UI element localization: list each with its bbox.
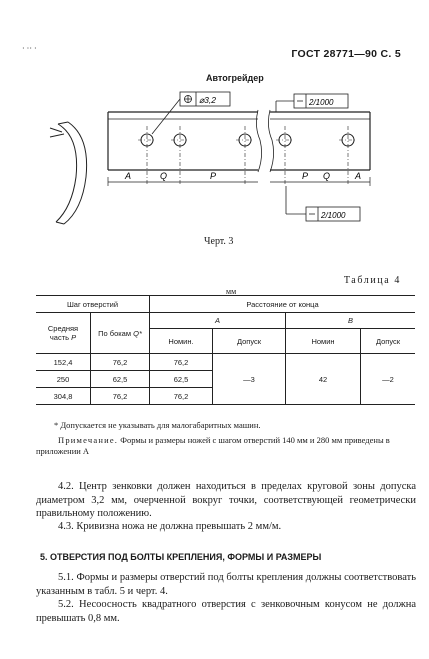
dim-a-left: A [125,171,132,181]
col-a: A [150,313,286,329]
drawing-title: Автогрейдер [206,73,264,83]
col-distance: Расстояние от конца [150,296,416,313]
dim-p-left: P [210,171,217,181]
col-nom-b: Номин [286,329,361,354]
table-units: мм [226,287,237,296]
col-b: B [286,313,416,329]
col-middle: Средняя часть P [36,313,91,354]
col-tol-b: Допуск [361,329,416,354]
dim-a-right: A [355,171,362,181]
dim-p-right: P [302,171,309,181]
table-title: Таблица 4 [343,275,401,286]
paragraph-5-1: 5.1. Формы и размеры отверстий под болты крепления должны соответствовать указанным в табл. 5 и черт. 4. [36,572,416,597]
col-tol-a: Допуск [213,329,286,354]
section-heading: 5. ОТВЕРСТИЯ ПОД БОЛТЫ КРЕПЛЕНИЯ, ФОРМЫ И РАЗМЕРЫ [40,552,322,562]
paragraph-4-3: 4.3. Кривизна ножа не должна превышать 2 мм/м. [58,521,282,532]
hole-tolerance-value: ⌀3,2 [199,95,216,105]
flatness-top-value: 2/1000 [309,98,334,107]
corner-marks: · ·· · [22,44,37,53]
figure-caption: Черт. 3 [204,236,234,247]
nom-b-value: 42 [286,354,361,405]
flatness-bottom-value: 2/1000 [321,211,346,220]
blade-profile [50,122,87,224]
col-sides: По бокам Q* [91,313,150,354]
tol-a-value: —3 [213,354,286,405]
tol-b-value: —2 [361,354,416,405]
table-footnote: * Допускается не указывать для малогабаритных машин. [54,420,261,430]
paragraph-4-2: 4.2. Центр зенковки должен находиться в пределах круговой зоны допуска диаметром 3,2 мм, очерченной вокруг точки, соответствующей геометрически правильному положению. [36,481,416,519]
paragraph-5-2: 5.2. Несоосность квадратного отверстия с зенковочным конусом не должна превышать 0,8 мм. [36,599,416,624]
spec-table [36,295,415,405]
col-pitch: Шаг отверстий [36,296,150,313]
table-row: 152,4 76,2 76,2 —3 42 —2 [36,354,415,371]
table-note: Примечание. Формы и размеры ножей с шагом отверстий 140 мм и 280 мм приведены в приложении А [36,435,390,456]
table-row: 250 62,5 62,5 [36,371,415,388]
page-header: ГОСТ 28771—90 С. 5 [291,48,401,60]
dim-q-left: Q [160,171,168,181]
blade-drawing [40,82,410,232]
dim-q-right: Q [323,171,331,181]
col-nom-a: Номин. [150,329,213,354]
table-row: 304,8 76,2 76,2 [36,388,415,405]
